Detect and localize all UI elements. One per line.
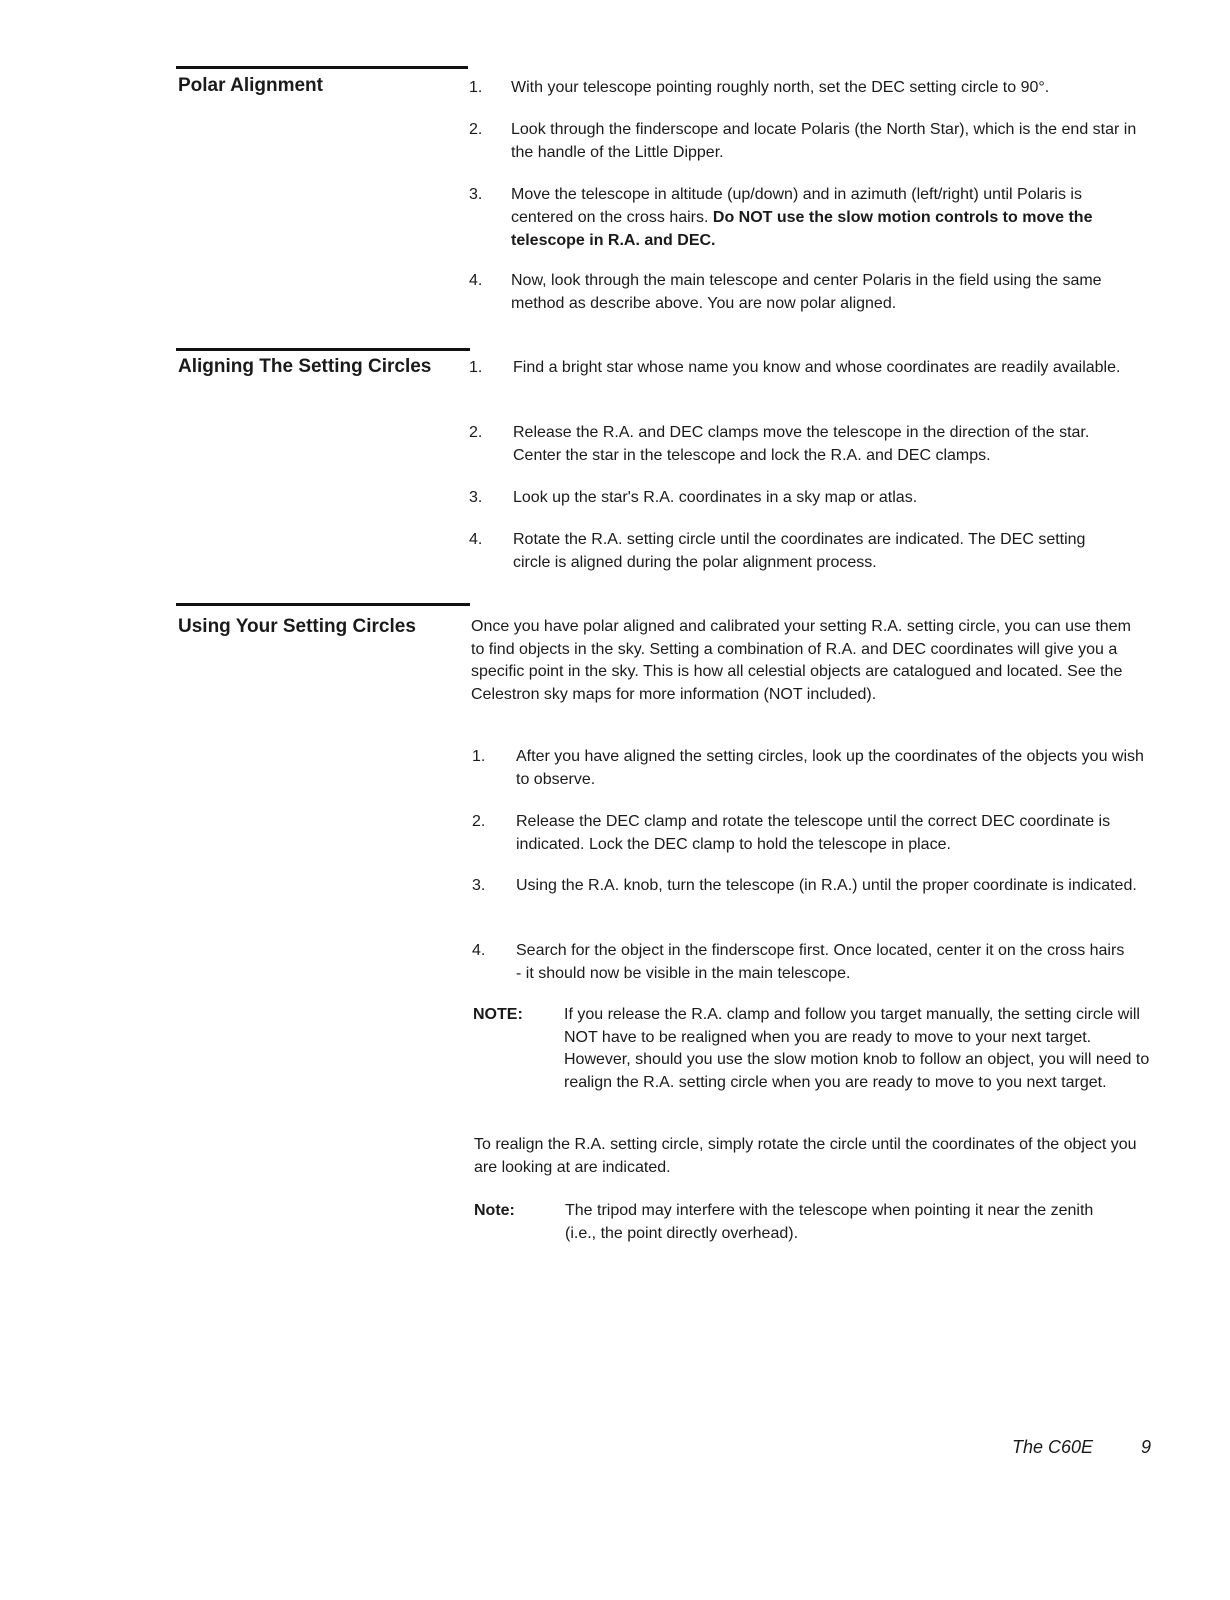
list-number: 3. bbox=[469, 489, 483, 506]
section-rule bbox=[176, 66, 468, 69]
list-text: Look through the finderscope and locate Polaris (the North Star), which is the end star in the handle of the Little Dipper. bbox=[511, 121, 1137, 161]
list-number: 2. bbox=[472, 813, 486, 830]
list-text: With your telescope pointing roughly north, set the DEC setting circle to 90°. bbox=[511, 79, 1050, 96]
list-number: 4. bbox=[469, 531, 483, 548]
section-rule bbox=[176, 603, 470, 606]
list-text-plain: Move the telescope in altitude (up/down) and in azimuth (left/right) until Polaris is centered on the cross hairs. bbox=[511, 186, 1082, 226]
list-number: 1. bbox=[469, 79, 483, 96]
realign-paragraph: To realign the R.A. setting circle, simply rotate the circle until the coordinates of the object you are looking at are indicated. bbox=[474, 1136, 1137, 1176]
section-rule bbox=[176, 348, 470, 351]
list-number: 3. bbox=[469, 186, 483, 203]
section-heading-using-setting-circles: Using Your Setting Circles bbox=[178, 616, 416, 637]
list-text: After you have aligned the setting circles, look up the coordinates of the objects you wish to observe. bbox=[516, 748, 1144, 788]
note-label: NOTE: bbox=[473, 1006, 523, 1023]
list-text: Search for the object in the finderscope first. Once located, center it on the cross hairs - it should now be visible in the main telescope. bbox=[516, 942, 1125, 982]
list-number: 1. bbox=[472, 748, 486, 765]
list-text: Look up the star's R.A. coordinates in a sky map or atlas. bbox=[513, 489, 918, 506]
section-heading-polar-alignment: Polar Alignment bbox=[178, 75, 323, 96]
note-label: Note: bbox=[474, 1202, 515, 1219]
list-text: Rotate the R.A. setting circle until the coordinates are indicated. The DEC setting circle is aligned during the polar alignment process. bbox=[513, 531, 1086, 571]
list-number: 1. bbox=[469, 359, 483, 376]
note-text: The tripod may interfere with the telescope when pointing it near the zenith (i.e., the point directly overhead). bbox=[565, 1202, 1094, 1242]
list-text bbox=[511, 183, 1131, 252]
list-number: 3. bbox=[472, 877, 486, 894]
footer-title: The C60E bbox=[1012, 1437, 1094, 1457]
list-text: Release the R.A. and DEC clamps move the telescope in the direction of the star. Center the star in the telescope and lock the R.A. and DEC clamps. bbox=[513, 424, 1090, 464]
list-text: Now, look through the main telescope and center Polaris in the field using the same method as describe above. You are now polar aligned. bbox=[511, 272, 1102, 312]
intro-paragraph: Once you have polar aligned and calibrated your setting R.A. setting circle, you can use them to find objects in the sky. Setting a combination of R.A. and DEC coordinates will give you a specific point in the sky. This is how all celestial objects are catalogued and located. See the Celestron sky maps for more information (NOT included). bbox=[471, 618, 1131, 703]
list-text: Using the R.A. knob, turn the telescope (in R.A.) until the proper coordinate is indicated. bbox=[516, 877, 1137, 894]
list-text: Release the DEC clamp and rotate the telescope until the correct DEC coordinate is indicated. Lock the DEC clamp to hold the telescope in place. bbox=[516, 813, 1111, 853]
section-heading-aligning-setting-circles: Aligning The Setting Circles bbox=[178, 356, 432, 377]
list-number: 2. bbox=[469, 121, 483, 138]
list-number: 4. bbox=[469, 272, 483, 289]
list-number: 2. bbox=[469, 424, 483, 441]
list-number: 4. bbox=[472, 942, 486, 959]
page-number: 9 bbox=[1141, 1437, 1152, 1457]
list-text: Find a bright star whose name you know and whose coordinates are readily available. bbox=[513, 359, 1121, 376]
note-text: If you release the R.A. clamp and follow you target manually, the setting circle will NOT have to be realigned when you are ready to move to your next target. However, should you use the slow motion knob to follow an object, you will need to realign the R.A. setting circle when you are ready to move to you next target. bbox=[564, 1006, 1150, 1091]
list-text-bold: Do NOT use the slow motion controls to move the telescope in R.A. and DEC. bbox=[511, 209, 1093, 249]
